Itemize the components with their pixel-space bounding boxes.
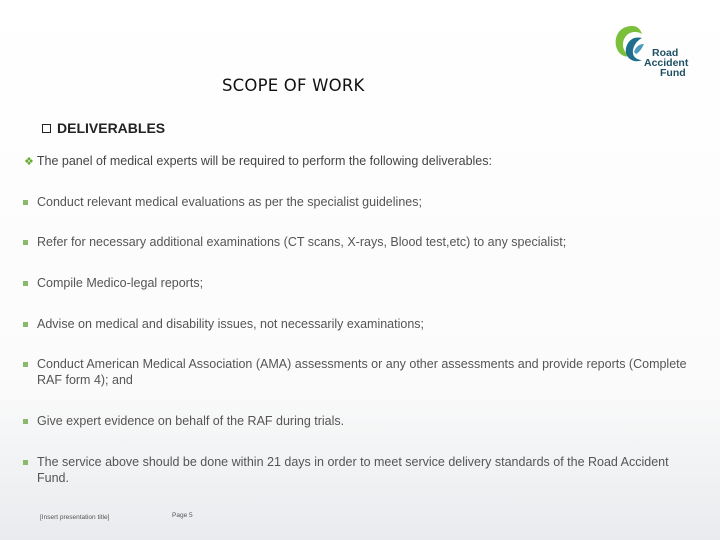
intro-text: The panel of medical experts will be required to perform the following deliverables: xyxy=(36,154,492,168)
bullet-marker-icon xyxy=(23,281,28,286)
bullet-marker-icon xyxy=(23,362,28,367)
diamond-bullet-icon: ❖ xyxy=(24,155,34,168)
list-item xyxy=(22,234,702,250)
list-item-text: Conduct American Medical Association (AMA) assessments or any other assessments and provide reports (Complete RAF form 4); and xyxy=(37,357,687,387)
section-heading-text: DELIVERABLES xyxy=(57,120,166,136)
list-item xyxy=(22,194,702,210)
bullet-marker-icon xyxy=(23,240,28,245)
raf-logo xyxy=(612,22,688,88)
logo-line-fund: Fund xyxy=(660,67,686,79)
square-bullet-icon xyxy=(42,124,51,133)
footer-page-number: Page 5 xyxy=(172,512,193,519)
list-item-text: Compile Medico-legal reports; xyxy=(37,276,204,290)
logo-line-accident: Accident xyxy=(644,57,689,69)
bullet-marker-icon xyxy=(23,200,28,205)
list-item xyxy=(22,356,702,388)
list-item xyxy=(22,275,702,291)
list-item-text: Give expert evidence on behalf of the RAF during trials. xyxy=(37,414,345,428)
footer-presentation-title: [Insert presentation title] xyxy=(40,514,110,521)
list-item xyxy=(22,316,702,332)
logo-text xyxy=(644,48,688,78)
list-item xyxy=(22,454,702,486)
list-item xyxy=(22,413,702,429)
intro-line xyxy=(24,154,700,168)
logo-line-road: Road xyxy=(652,47,679,59)
bullet-marker-icon xyxy=(23,460,28,465)
slide-title: SCOPE OF WORK xyxy=(222,76,365,95)
bullet-marker-icon xyxy=(23,419,28,424)
list-item-text: Conduct relevant medical evaluations as per the specialist guidelines; xyxy=(37,195,422,209)
bullet-marker-icon xyxy=(23,322,28,327)
list-item-text: The service above should be done within 21 days in order to meet service delivery standards of the Road Accident Fund. xyxy=(37,455,669,485)
section-heading xyxy=(42,120,165,136)
list-item-text: Refer for necessary additional examinations (CT scans, X-rays, Blood test,etc) to any specialist; xyxy=(37,235,567,249)
list-item-text: Advise on medical and disability issues, not necessarily examinations; xyxy=(37,317,424,331)
